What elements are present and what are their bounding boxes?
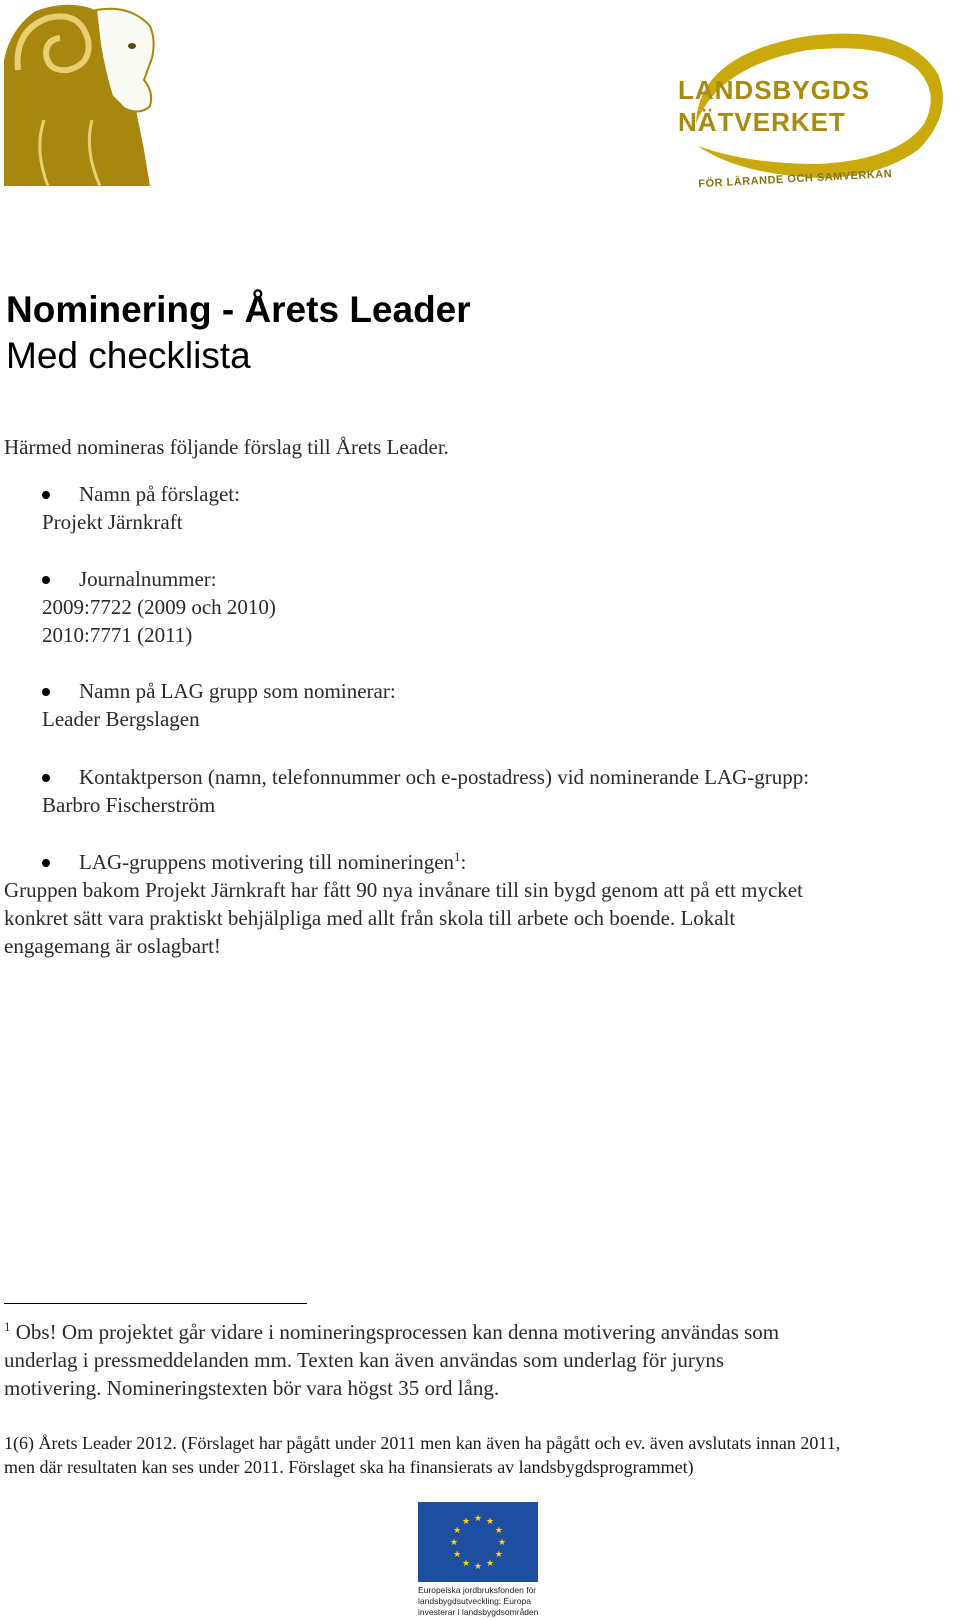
bullet-icon	[42, 576, 50, 584]
eu-star-icon: ★	[461, 1517, 471, 1528]
footnote-line-text: Obs! Om projektet går vidare i nomineringsprocessen kan denna motivering användas som	[15, 1320, 780, 1344]
item-answer: 2010:7771 (2011)	[42, 623, 193, 647]
item-answer: Barbro Fischerström	[42, 793, 216, 817]
item-label: Kontaktperson (namn, telefonnummer och e-postadress) vid nominerande LAG-grupp:	[79, 765, 810, 789]
bullet-icon	[42, 491, 50, 499]
eu-star-icon: ★	[497, 1538, 507, 1548]
landsbygdsnatverket-logo	[678, 14, 958, 194]
item-answer: Leader Bergslagen	[42, 707, 200, 731]
item-label	[79, 848, 466, 876]
page-title: Nominering - Årets Leader	[6, 289, 471, 330]
footnote-marker: 1	[4, 1319, 11, 1334]
item-label: Namn på LAG grupp som nominerar:	[79, 679, 396, 703]
eu-star-icon: ★	[453, 1526, 462, 1536]
eu-caption-line: landsbygdsutveckling: Europa	[418, 1596, 531, 1606]
eu-caption-line: Europeiska jordbruksfonden för	[418, 1585, 537, 1595]
footnote-divider	[4, 1303, 307, 1304]
logo-line1: LANDSBYGDS	[678, 75, 871, 105]
motivation-line: konkret sätt vara praktiskt behjälpliga med allt från skola till arbete och boende. Lokalt	[4, 906, 736, 930]
footnote-ref[interactable]: 1	[454, 849, 461, 864]
eu-caption	[418, 1585, 568, 1618]
item-answer: 2009:7722 (2009 och 2010)	[42, 595, 276, 619]
footnote-line: motivering. Nomineringstexten bör vara högst 35 ord lång.	[4, 1376, 500, 1400]
label-suffix: :	[460, 850, 467, 874]
motivation-text	[4, 876, 944, 960]
eu-star-icon: ★	[494, 1526, 503, 1536]
footnote-line	[4, 1318, 944, 1346]
footnote	[4, 1318, 944, 1402]
eu-star-icon: ★	[494, 1550, 503, 1560]
footnote-line: underlag i pressmeddelanden mm. Texten kan även användas som underlag för juryns	[4, 1348, 725, 1372]
eu-caption-line: investerar i landsbygdsområden	[418, 1607, 539, 1617]
item-label: Journalnummer:	[79, 567, 217, 591]
eu-star-icon: ★	[453, 1550, 462, 1560]
eu-flag-icon	[418, 1502, 538, 1582]
eu-star-icon: ★	[473, 1562, 483, 1572]
motivation-label-text: LAG-gruppens motivering till nomineringen	[79, 850, 455, 874]
eu-star-icon: ★	[473, 1514, 483, 1524]
footer-note-line: 1(6) Årets Leader 2012. (Förslaget har pågått under 2011 men kan även ha pågått och ev. även avslutats innan 2011,	[4, 1433, 841, 1453]
logo-line2: NÄTVERKET	[678, 107, 846, 137]
eu-star-icon: ★	[485, 1558, 495, 1569]
logo-tagline: FÖR LÄRANDE OCH SAMVERKAN	[698, 168, 893, 191]
footer-note-line: men där resultaten kan ses under 2011. Förslaget ska ha finansierats av landsbygdsprogrammet)	[4, 1457, 694, 1477]
motivation-line: Gruppen bakom Projekt Järnkraft har fått 90 nya invånare till sin bygd genom att på ett mycket	[4, 878, 803, 902]
eu-star-icon: ★	[449, 1538, 459, 1548]
eu-star-icon: ★	[485, 1517, 495, 1528]
intro-text: Härmed nomineras följande förslag till Årets Leader.	[4, 435, 449, 459]
bullet-icon	[42, 688, 50, 696]
bullet-icon	[42, 774, 50, 782]
ram-and-sheep-logo-icon	[4, 0, 156, 186]
page-footer-note	[4, 1431, 954, 1479]
item-label: Namn på förslaget:	[79, 482, 240, 506]
bullet-icon	[42, 859, 50, 867]
motivation-line: engagemang är oslagbart!	[4, 934, 221, 958]
logo-ellipse-icon	[678, 14, 958, 194]
eu-star-icon: ★	[461, 1558, 471, 1569]
item-answer: Projekt Järnkraft	[42, 510, 183, 534]
page-subtitle: Med checklista	[6, 335, 251, 376]
